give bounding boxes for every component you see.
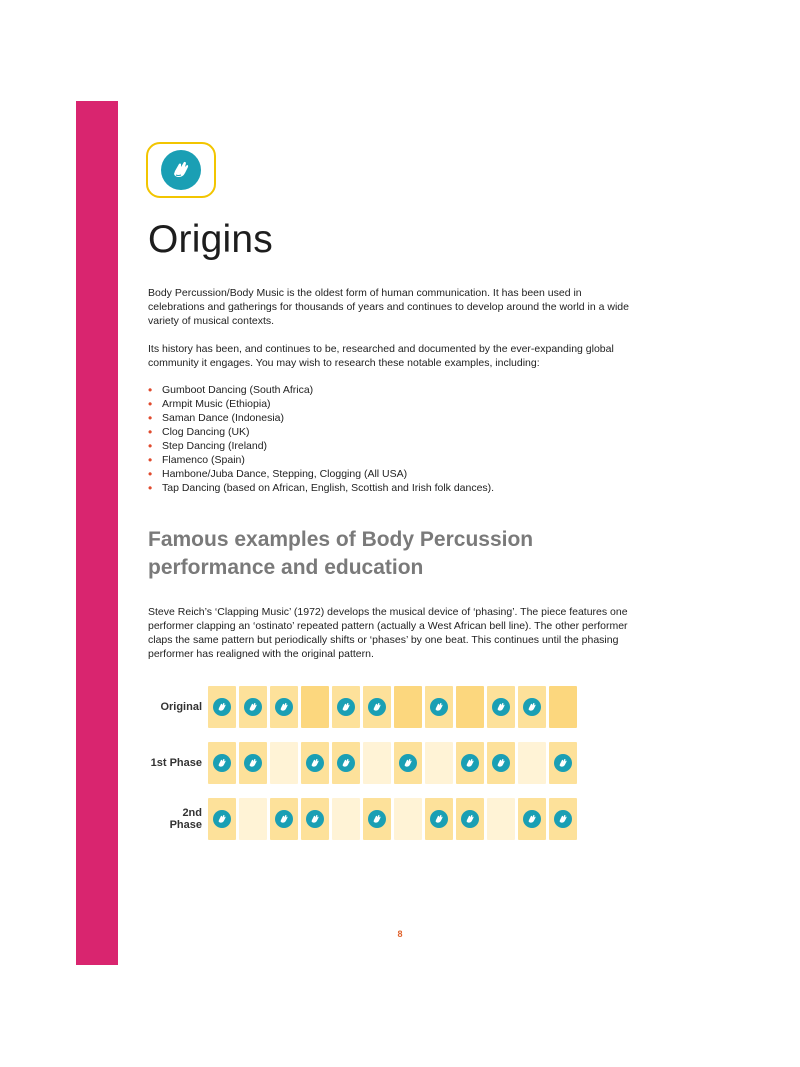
clap-icon [306, 754, 324, 772]
clap-icon [213, 754, 231, 772]
clap-icon [213, 698, 231, 716]
clap-cell [394, 742, 422, 784]
clap-cell [456, 798, 484, 840]
pattern-row [148, 742, 580, 784]
rest-cell [518, 742, 546, 784]
section-badge [146, 142, 216, 198]
clap-cell [425, 686, 453, 728]
clap-icon [492, 698, 510, 716]
intro-paragraph-2: Its history has been, and continues to be, researched and documented by the ever-expanding global community it engages. You may wish to research these notable examples, including: [148, 343, 614, 369]
pattern-cells [208, 798, 580, 840]
clap-icon [337, 754, 355, 772]
list-item: • Gumboot Dancing (South Africa) [148, 383, 494, 397]
sidebar-accent [76, 101, 118, 965]
page-number: 8 [397, 929, 403, 939]
clap-icon [523, 810, 541, 828]
pattern-row-label: 1st Phase [150, 757, 202, 769]
pattern-cells [208, 742, 580, 784]
clap-cell [363, 686, 391, 728]
list-item: • Armpit Music (Ethiopia) [148, 397, 494, 411]
clap-cell [518, 798, 546, 840]
rest-cell [549, 686, 577, 728]
rest-cell [332, 798, 360, 840]
rest-cell [425, 742, 453, 784]
examples-list [148, 383, 494, 495]
rest-cell [239, 798, 267, 840]
clap-icon [554, 754, 572, 772]
clap-cell [270, 686, 298, 728]
clap-cell [208, 686, 236, 728]
clap-cell [487, 742, 515, 784]
body-paragraph: Steve Reich’s ‘Clapping Music’ (1972) develops the musical device of ‘phasing’. The piece features one performer clapping an ‘ostinato’ repeated pattern (actually a West African bell line). The other performer claps the same pattern but periodically shifts or ‘phases’ by one beat. This continues until the phasing performer has realigned with the original pattern. [148, 606, 628, 660]
clap-cell [363, 798, 391, 840]
clap-icon [492, 754, 510, 772]
clap-icon [275, 810, 293, 828]
list-item: • Step Dancing (Ireland) [148, 439, 494, 453]
rest-cell [394, 798, 422, 840]
pattern-row-label: 2nd Phase [169, 807, 202, 831]
pattern-cells [208, 686, 580, 728]
clap-icon [244, 698, 262, 716]
pattern-row [148, 686, 580, 728]
clap-cell [239, 742, 267, 784]
list-item: • Tap Dancing (based on African, English, Scottish and Irish folk dances). [148, 481, 494, 495]
clap-icon [275, 698, 293, 716]
pattern-row [148, 798, 580, 840]
clap-icon [213, 810, 231, 828]
clap-cell [208, 798, 236, 840]
pattern-row-label: Original [160, 701, 202, 713]
rest-cell [363, 742, 391, 784]
clap-icon [461, 810, 479, 828]
rest-cell [270, 742, 298, 784]
section-subheading: Famous examples of Body Percussion performance and education [148, 528, 534, 579]
clap-cell [549, 742, 577, 784]
clap-icon [399, 754, 417, 772]
rest-cell [301, 686, 329, 728]
clap-cell [239, 686, 267, 728]
intro-paragraph-1: Body Percussion/Body Music is the oldest form of human communication. It has been used in celebrations and gatherings for thousands of years and continues to develop around the world in a wide variety of musical contexts. [148, 287, 629, 327]
clap-cell [270, 798, 298, 840]
clap-cell [332, 686, 360, 728]
clap-icon [554, 810, 572, 828]
clap-cell [518, 686, 546, 728]
clap-cell [487, 686, 515, 728]
clap-icon [430, 810, 448, 828]
rest-cell [394, 686, 422, 728]
clap-icon [523, 698, 541, 716]
clap-cell [456, 742, 484, 784]
clap-cell [549, 798, 577, 840]
clap-cell [425, 798, 453, 840]
hands-clapping-icon [161, 150, 201, 190]
rest-cell [456, 686, 484, 728]
list-item: • Clog Dancing (UK) [148, 425, 494, 439]
clap-cell [301, 798, 329, 840]
clap-cell [208, 742, 236, 784]
list-item: • Hambone/Juba Dance, Stepping, Clogging (All USA) [148, 467, 494, 481]
clap-cell [301, 742, 329, 784]
clap-icon [461, 754, 479, 772]
list-item: • Saman Dance (Indonesia) [148, 411, 494, 425]
rest-cell [487, 798, 515, 840]
page-title: Origins [148, 218, 273, 261]
clap-cell [332, 742, 360, 784]
list-item: • Flamenco (Spain) [148, 453, 494, 467]
clap-icon [337, 698, 355, 716]
clap-icon [244, 754, 262, 772]
clap-icon [306, 810, 324, 828]
clap-icon [430, 698, 448, 716]
clap-icon [368, 810, 386, 828]
clap-icon [368, 698, 386, 716]
